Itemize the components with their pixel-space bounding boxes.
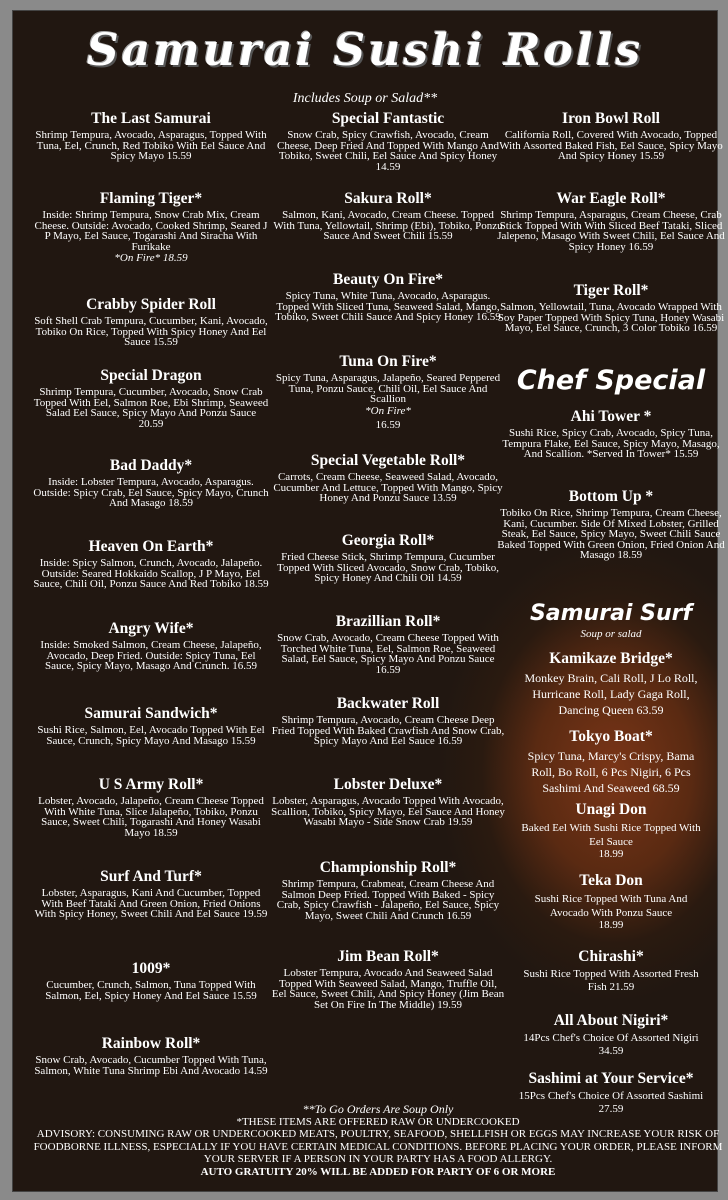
item-desc: Inside: Smoked Salmon, Cream Cheese, Jalapeño, Avocado, Deep Fried. Outside: Spicy Tuna, Eel Sauce, Spicy Mayo, Masago And Crunch. 16.59: [40, 639, 262, 672]
item-desc: 15Pcs Chef's Choice Of Assorted Sashimi 27.59: [518, 1090, 704, 1115]
item-name: Tuna On Fire*: [339, 353, 437, 370]
menu-item: [33, 867, 269, 920]
item-desc: Snow Crab, Avocado, Cream Cheese Topped With Torched White Tuna, Eel, Salmon Roe, Seaweed Salad, Eel Sauce, Spicy Mayo And Ponzu Sauce 16.59: [277, 632, 499, 676]
menu-item: [271, 612, 505, 675]
item-name: 1009*: [131, 960, 171, 977]
raw-note: *THESE ITEMS ARE OFFERED RAW OR UNDERCOOKED: [236, 1115, 520, 1128]
item-name: Backwater Roll: [336, 695, 440, 712]
menu-item: [33, 109, 269, 162]
item-name: Beauty On Fire*: [333, 271, 443, 288]
item-desc: Lobster, Avocado, Jalapeño, Cream Cheese Topped With White Tuna, Slice Jalapeño, Tobiko, Ponzu Sauce, Sweet Chili, Togarashi And Honey Wasabi Mayo 18.59: [38, 795, 264, 839]
item-name: U S Army Roll*: [98, 776, 204, 793]
menu-item: [497, 649, 725, 718]
item-name: Chirashi*: [578, 948, 644, 965]
item-desc: California Roll, Covered With Avocado, Topped With Assorted Baked Fish, Eel Sauce, Spicy Mayo And Spicy Honey 15.59: [499, 129, 723, 162]
item-name: Georgia Roll*: [341, 532, 435, 549]
item-name: Samurai Sandwich*: [84, 705, 218, 722]
item-desc: Spicy Tuna, White Tuna, Avocado, Asparagus. Topped With Sliced Tuna, Seaweed Salad, Mango, Tobiko, Sweet Chili Sauce And Spicy Honey 16.59: [275, 290, 501, 323]
menu-item: [497, 487, 725, 561]
item-name: Sashimi at Your Service*: [528, 1070, 694, 1087]
item-name: Teka Don: [579, 872, 643, 889]
item-desc: Lobster, Asparagus, Kani And Cucumber, Topped With Beef Tataki And Green Onion, Fried Onions With Spicy Honey, Sweet Chili And Eel Sauce 19.59: [34, 887, 268, 920]
item-name: The Last Samurai: [91, 110, 211, 127]
chef-special-heading: Chef Special: [516, 365, 706, 396]
item-name: Tiger Roll*: [573, 282, 649, 299]
menu-item: [497, 800, 725, 860]
item-desc: Carrots, Cream Cheese, Seaweed Salad, Avocado, Cucumber And Lettuce, Topped With Mango, Spicy Honey And Ponzu Sauce 13.59: [273, 471, 503, 504]
samurai-surf-heading: Samurai Surf: [529, 601, 693, 626]
item-desc: Spicy Tuna, Marcy's Crispy, Bama Roll, Bo Roll, 6 Pcs Nigiri, 6 Pcs Sashimi And Seaweed 68.59: [527, 749, 695, 795]
samurai-surf-subheading: Soup or salad: [580, 628, 642, 640]
item-desc: Fried Cheese Stick, Shrimp Tempura, Cucumber Topped With Sliced Avocado, Snow Crab, Tobiko, Spicy Honey And Chili Oil 14.59: [277, 551, 499, 584]
item-desc: Spicy Tuna, Asparagus, Jalapeño, Seared Peppered Tuna, Ponzu Sauce, Chili Oil, Eel Sauce And Scallion: [275, 372, 501, 405]
item-name: Championship Roll*: [319, 859, 457, 876]
item-name: Bad Daddy*: [109, 457, 193, 474]
menu-item: [497, 281, 725, 334]
item-name: Brazillian Roll*: [335, 613, 441, 630]
item-name: Flaming Tiger*: [99, 190, 203, 207]
item-desc: 14Pcs Chef's Choice Of Assorted Nigiri 34.59: [523, 1032, 699, 1057]
menu-item: [497, 1011, 725, 1058]
menu-item: [33, 366, 269, 429]
item-desc: Tobiko On Rice, Shrimp Tempura, Cream Cheese, Kani, Cucumber. Side Of Mixed Lobster, Grilled Steak, Eel Sauce, Spicy Mayo, Sweet Chili Sauce Baked Topped With Green Onion, Fried Onion And Masago 18.59: [497, 507, 725, 561]
menu-title: Samurai Sushi Rolls: [86, 25, 644, 76]
menu-item: [497, 189, 725, 252]
item-note: *On Fire*: [365, 404, 411, 417]
menu-item: [271, 858, 505, 921]
advisory-note: ADVISORY: CONSUMING RAW OR UNDERCOOKED MEATS, POULTRY, SEAFOOD, SHELLFISH OR EGGS MAY INCREASE YOUR RISK OF FOODBORNE ILLNESS, ESPECIALLY IF YOU HAVE CERTAIN MEDICAL CONDITIONS. BEFORE PLACING YOUR ORDER, PLEASE INFORM YOUR SERVER IF A PERSON IN YOUR PARTY HAS A FOOD ALLERGY.: [33, 1128, 723, 1165]
item-name: Rainbow Roll*: [101, 1035, 201, 1052]
menu-item: [33, 775, 269, 838]
item-name: Lobster Deluxe*: [333, 776, 443, 793]
item-desc: Shrimp Tempura, Avocado, Cream Cheese Deep Fried Topped With Baked Crawfish And Snow Crab, Spicy Mayo And Eel Sauce 16.59: [271, 714, 505, 747]
menu-item: [497, 871, 725, 931]
item-desc: Salmon, Yellowtail, Tuna, Avocado Wrapped With Soy Paper Topped With Spicy Tuna, Honey Wasabi Mayo, Eel Sauce, Crunch, 3 Color Tobiko 16.59: [497, 301, 725, 334]
item-name: Surf And Turf*: [100, 868, 202, 885]
item-name: Iron Bowl Roll: [562, 110, 660, 127]
menu-item: [33, 189, 269, 264]
item-name: Kamikaze Bridge*: [549, 650, 673, 667]
item-desc: Shrimp Tempura, Cucumber, Avocado, Snow Crab Topped With Eel, Salmon Roe, Ebi Shrimp, Seaweed Salad Eel Sauce, Spicy Mayo And Ponzu Sauce 20.59: [33, 386, 269, 430]
footer: [33, 1103, 723, 1178]
item-name: Special Fantastic: [331, 110, 445, 127]
item-desc: Cucumber, Crunch, Salmon, Tuna Topped With Salmon, Eel, Spicy Honey And Eel Sauce 15.59: [45, 979, 257, 1002]
item-name: Special Dragon: [100, 367, 202, 384]
menu-item: [33, 295, 269, 348]
menu-item: [33, 456, 269, 509]
item-desc: Shrimp Tempura, Crabmeat, Cream Cheese And Salmon Deep Fried. Topped With Baked - Spicy Crab, Spicy Crawfish - Jalapeño, Eel Sauce, Spicy Mayo, Sweet Chili And Crunch 16.59: [276, 878, 500, 922]
item-name: Heaven On Earth*: [88, 538, 214, 555]
menu-item: [497, 109, 725, 162]
item-desc: Soft Shell Crab Tempura, Cucumber, Kani, Avocado, Tobiko On Rice, Topped With Spicy Honey And Eel Sauce 15.59: [34, 315, 268, 348]
item-name: Ahi Tower *: [570, 408, 652, 425]
item-desc: Monkey Brain, Cali Roll, J Lo Roll, Hurricane Roll, Lady Gaga Roll, Dancing Queen 63.59: [524, 671, 698, 717]
menu-item: [497, 407, 725, 460]
menu-item: [271, 109, 505, 172]
item-name: Unagi Don: [575, 801, 647, 818]
item-desc: Snow Crab, Spicy Crawfish, Avocado, Cream Cheese, Deep Fried And Topped With Mango And Tobiko, Sweet Chili, Eel Sauce And Spicy Honey 14.59: [276, 129, 500, 173]
menu-item: [33, 537, 269, 590]
item-name: Bottom Up *: [568, 488, 654, 505]
menu-item: [33, 619, 269, 672]
menu-item: [271, 451, 505, 504]
item-desc: Lobster Tempura, Avocado And Seaweed Salad Topped With Seaweed Salad, Mango, Truffle Oil, Eel Sauce, Sweet Chili, And Spicy Honey (Jim Bean Set On Fire In The Middle) 19.59: [271, 967, 505, 1011]
menu-item: [33, 704, 269, 746]
item-desc: Snow Crab, Avocado, Cucumber Topped With Tuna, Salmon, White Tuna Shrimp Ebi And Avocado 14.59: [34, 1054, 268, 1077]
menu-item: [497, 947, 725, 994]
item-desc: Sushi Rice Topped With Assorted Fresh Fish 21.59: [523, 968, 699, 993]
item-desc: Sushi Rice Topped With Tuna And Avocado With Ponzu Sauce: [534, 893, 688, 919]
item-name: Jim Bean Roll*: [337, 948, 439, 965]
item-price: 18.99: [598, 919, 624, 931]
item-name: Sakura Roll*: [344, 190, 432, 207]
item-name: Crabby Spider Roll: [86, 296, 216, 313]
menu-subtitle: Includes Soup or Salad**: [292, 91, 438, 106]
item-desc: Salmon, Kani, Avocado, Cream Cheese. Topped With Tuna, Yellowtail, Shrimp (Ebi), Tobiko, Ponzu Sauce And Sweet Chili 15.59: [273, 209, 503, 242]
menu-item: [271, 775, 505, 828]
item-desc: Baked Eel With Sushi Rice Topped With Eel Sauce: [521, 822, 701, 848]
item-note: *On Fire* 18.59: [114, 252, 188, 264]
item-name: War Eagle Roll*: [556, 190, 666, 207]
menu-item: [271, 352, 505, 430]
item-name: Tokyo Boat*: [569, 728, 653, 745]
gratuity-note: AUTO GRATUITY 20% WILL BE ADDED FOR PARTY OF 6 OR MORE: [200, 1165, 556, 1178]
item-desc: Sushi Rice, Salmon, Eel, Avocado Topped With Eel Sauce, Crunch, Spicy Mayo And Masago 15.59: [37, 724, 265, 747]
to-go-note: **To Go Orders Are Soup Only: [302, 1102, 454, 1116]
menu-panel: [12, 10, 725, 1192]
menu-item: [271, 189, 505, 242]
menu-item: [271, 694, 505, 747]
item-desc: Shrimp Tempura, Avocado, Asparagus, Topped With Tuna, Eel, Crunch, Red Tobiko With Eel Sauce And Spicy Mayo 15.59: [35, 129, 267, 162]
item-name: Angry Wife*: [108, 620, 194, 637]
menu-item: [33, 959, 269, 1001]
item-desc: Sushi Rice, Spicy Crab, Avocado, Spicy Tuna, Tempura Flake, Eel Sauce, Spicy Mayo, Masago, And Scallion. *Served In Tower* 15.59: [502, 427, 720, 460]
item-name: Special Vegetable Roll*: [310, 452, 466, 469]
item-desc: Lobster, Asparagus, Avocado Topped With Avocado, Scallion, Tobiko, Spicy Mayo, Eel Sauce And Honey Wasabi Mayo - Side Snow Crab 19.59: [271, 795, 505, 828]
item-desc: Inside: Spicy Salmon, Crunch, Avocado, Jalapeño. Outside: Seared Hokkaido Scallop, J P Mayo, Eel Sauce, Chili Oil, Ponzu Sauce And Red Tobiko 18.59: [33, 557, 269, 590]
menu-item: [497, 727, 725, 796]
item-desc: Inside: Shrimp Tempura, Snow Crab Mix, Cream Cheese. Outside: Avocado, Cooked Shrimp, Seared J P Mayo, Eel Sauce, Togarashi And Siracha With Furikake: [34, 209, 268, 253]
menu-item: [271, 947, 505, 1010]
item-price: 16.59: [375, 418, 401, 431]
item-price: 18.99: [598, 848, 624, 860]
item-name: All About Nigiri*: [553, 1012, 669, 1029]
item-desc: Inside: Lobster Tempura, Avocado, Asparagus. Outside: Spicy Crab, Eel Sauce, Spicy Mayo, Crunch And Masago 18.59: [33, 476, 269, 509]
menu-item: [271, 270, 505, 323]
menu-item: [33, 1034, 269, 1076]
menu-item: [271, 531, 505, 584]
item-desc: Shrimp Tempura, Asparagus, Cream Cheese, Crab Stick Topped With With Sliced Beef Tataki, Sliced Jalepeno, Masago With Sweet Chili, Eel Sauce And Spicy Honey 16.59: [497, 209, 725, 253]
